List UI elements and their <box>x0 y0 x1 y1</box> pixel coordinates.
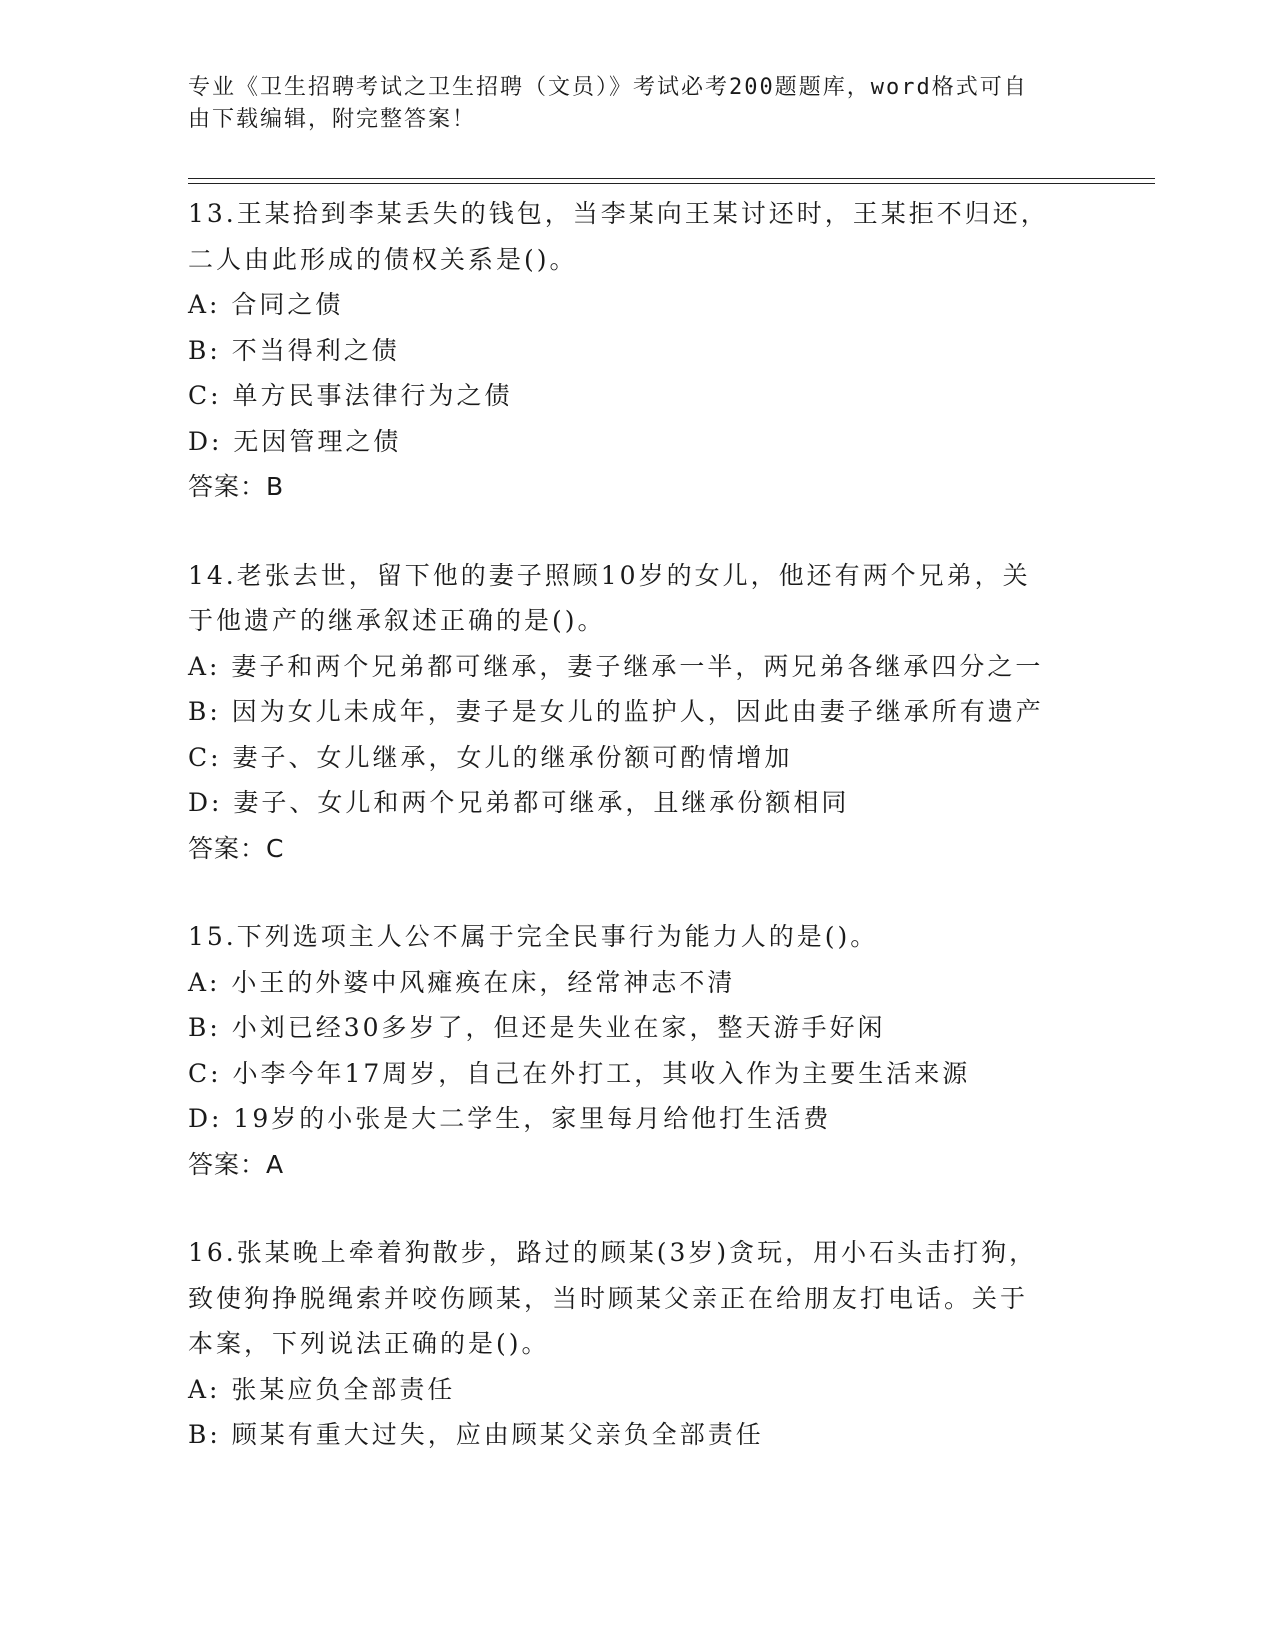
question-stem-line: 本案，下列说法正确的是()。 <box>188 1329 550 1358</box>
question-stem-line: 于他遗产的继承叙述正确的是()。 <box>188 606 606 635</box>
answer-label: 答案：C <box>188 833 285 863</box>
option-a: A: 妻子和两个兄弟都可继承，妻子继承一半，两兄弟各继承四分之一 <box>188 651 1044 681</box>
header-line-1: 专业《卫生招聘考试之卫生招聘（文员）》考试必考200题题库，word格式可自 <box>188 75 1028 100</box>
header-line-2: 由下载编辑，附完整答案！ <box>188 107 477 132</box>
question-list <box>188 191 1088 1501</box>
answer-label: 答案：B <box>188 472 285 501</box>
option-c: C: 妻子、女儿继承，女儿的继承份额可酌情增加 <box>188 742 793 772</box>
option-b: B: 顾某有重大过失，应由顾某父亲负全部责任 <box>188 1420 764 1449</box>
option-b: B: 小刘已经30多岁了，但还是失业在家，整天游手好闲 <box>188 1013 886 1042</box>
header-divider-top <box>188 178 1155 179</box>
question-stem-line: 致使狗挣脱绳索并咬伤顾某，当时顾某父亲正在给朋友打电话。关于 <box>188 1283 1029 1313</box>
question-15 <box>188 914 1088 1187</box>
question-13 <box>188 191 1088 510</box>
option-d: D: 无因管理之债 <box>188 426 402 456</box>
question-stem-line: 13.王某拾到李某丢失的钱包，当李某向王某讨还时，王某拒不归还， <box>188 199 1049 228</box>
option-c: C: 小李今年17周岁，自己在外打工，其收入作为主要生活来源 <box>188 1058 971 1088</box>
question-stem-line: 14.老张去世，留下他的妻子照顾10岁的女儿，他还有两个兄弟，关 <box>188 560 1031 590</box>
question-stem-line: 15.下列选项主人公不属于完全民事行为能力人的是()。 <box>188 922 879 951</box>
option-a: A: 张某应负全部责任 <box>188 1374 456 1404</box>
option-c: C: 单方民事法律行为之债 <box>188 381 513 410</box>
option-d: D: 19岁的小张是大二学生，家里每月给他打生活费 <box>188 1104 832 1133</box>
question-stem-line: 16.张某晚上牵着狗散步，路过的顾某(3岁)贪玩，用小石头击打狗， <box>188 1238 1038 1267</box>
question-16 <box>188 1230 1088 1458</box>
question-14 <box>188 553 1088 872</box>
header-divider-bottom <box>188 183 1155 184</box>
option-a: A: 合同之债 <box>188 290 344 319</box>
option-a: A: 小王的外婆中风瘫痪在床，经常神志不清 <box>188 967 736 997</box>
option-d: D: 妻子、女儿和两个兄弟都可继承，且继承份额相同 <box>188 788 850 817</box>
document-header <box>188 72 1068 136</box>
option-b: B: 不当得利之债 <box>188 335 400 365</box>
option-b: B: 因为女儿未成年，妻子是女儿的监护人，因此由妻子继承所有遗产 <box>188 697 1044 726</box>
question-stem-line: 二人由此形成的债权关系是()。 <box>188 244 578 274</box>
answer-label: 答案：A <box>188 1149 285 1179</box>
